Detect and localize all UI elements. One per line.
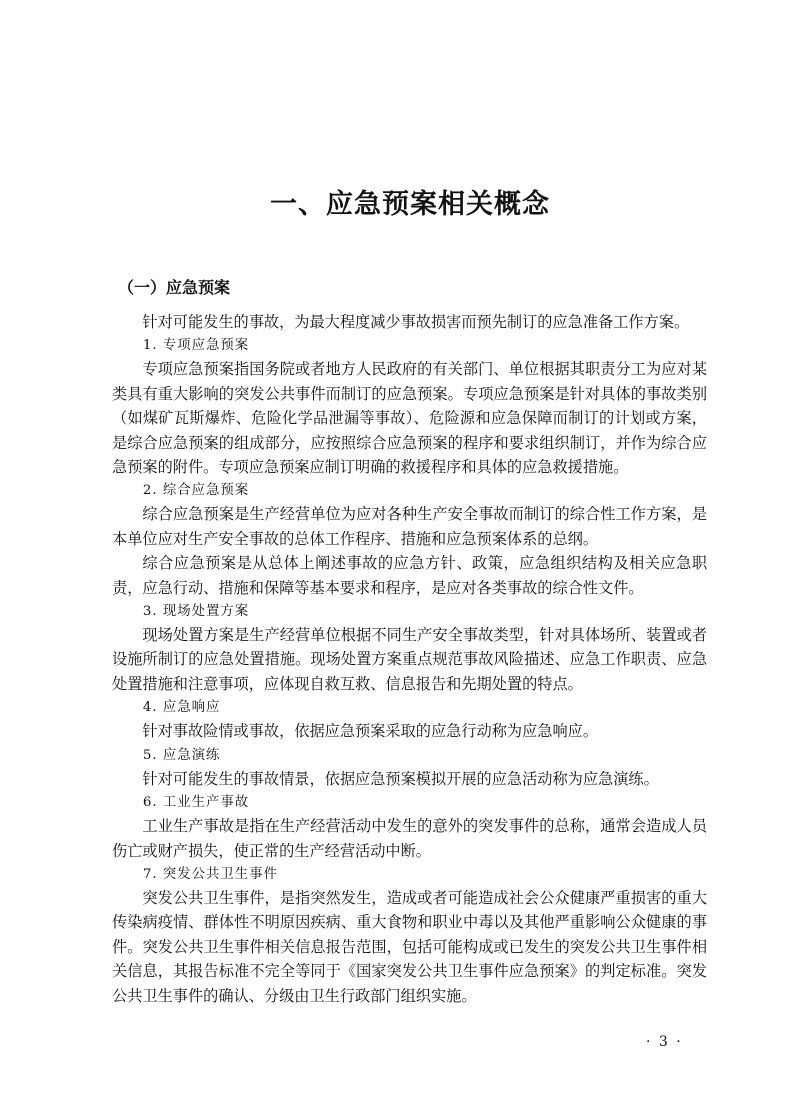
item-heading: 3. 现场处置方案 (142, 604, 250, 620)
item-heading: 6. 工业生产事故 (142, 795, 250, 811)
body-paragraph: 突发公共卫生事件，是指突然发生，造成或者可能造成社会公众健康严重损害的重大传染病疫情、群体性不明原因疾病、重大食物和职业中毒以及其他严重影响公众健康的事件。突发公共卫生事件相关信息报告范围，包括可能构成或已发生的突发公共卫生事件相关信息，其报告标准不完全等同于《国家突发公共卫生事件应急预案》的判定标准。突发公共卫生事件的确认、分级由卫生行政部门组织实施。 (112, 888, 707, 1005)
item-heading: 1. 专项应急预案 (142, 338, 250, 354)
body-paragraph: 综合应急预案是从总体上阐述事故的应急方针、政策，应急组织结构及相关应急职责，应急行动、措施和保障等基本要求和程序，是应对各类事故的综合性文件。 (112, 554, 707, 597)
body-paragraph: 专项应急预案指国务院或者地方人民政府的有关部门、单位根据其职责分工为应对某类具有重大影响的突发公共事件而制订的应急预案。专项应急预案是针对具体的事故类别（如煤矿瓦斯爆炸、危险化学品泄漏等事故）、危险源和应急保障而制订的计划或方案，是综合应急预案的组成部分，应按照综合应急预案的程序和要求组织制订，并作为综合应急预案的附件。专项应急预案应制订明确的救援程序和具体的应急救援措施。 (112, 360, 707, 477)
page-title: 一、应急预案相关概念 (270, 189, 550, 220)
item-heading: 2. 综合应急预案 (142, 483, 250, 499)
page-number: · 3 · (646, 1034, 683, 1050)
document-body (112, 310, 707, 1008)
body-paragraph: 针对可能发生的事故情景，依据应急预案模拟开展的应急活动称为应急演练。 (142, 769, 659, 788)
body-paragraph: 针对事故险情或事故，依据应急预案采取的应急行动称为应急响应。 (142, 722, 599, 741)
section-heading: （一）应急预案 (118, 278, 231, 297)
item-heading: 4. 应急响应 (142, 700, 221, 716)
intro-paragraph: 针对可能发生的事故，为最大程度减少事故损害而预先制订的应急准备工作方案。 (142, 313, 690, 331)
body-paragraph: 工业生产事故是指在生产经营活动中发生的意外的突发事件的总称，通常会造成人员伤亡或财产损失，使正常的生产经营活动中断。 (112, 817, 707, 860)
item-heading: 7. 突发公共卫生事件 (142, 866, 278, 882)
item-heading: 5. 应急演练 (142, 747, 221, 763)
body-paragraph: 现场处置方案是生产经营单位根据不同生产安全事故类型，针对具体场所、装置或者设施所制订的应急处置措施。现场处置方案重点规范事故风险描述、应急工作职责、应急处置措施和注意事项，应体现自救互救、信息报告和先期处置的特点。 (112, 626, 707, 693)
body-paragraph: 综合应急预案是生产经营单位为应对各种生产安全事故而制订的综合性工作方案，是本单位应对生产安全事故的总体工作程序、措施和应急预案体系的总纲。 (112, 505, 707, 548)
